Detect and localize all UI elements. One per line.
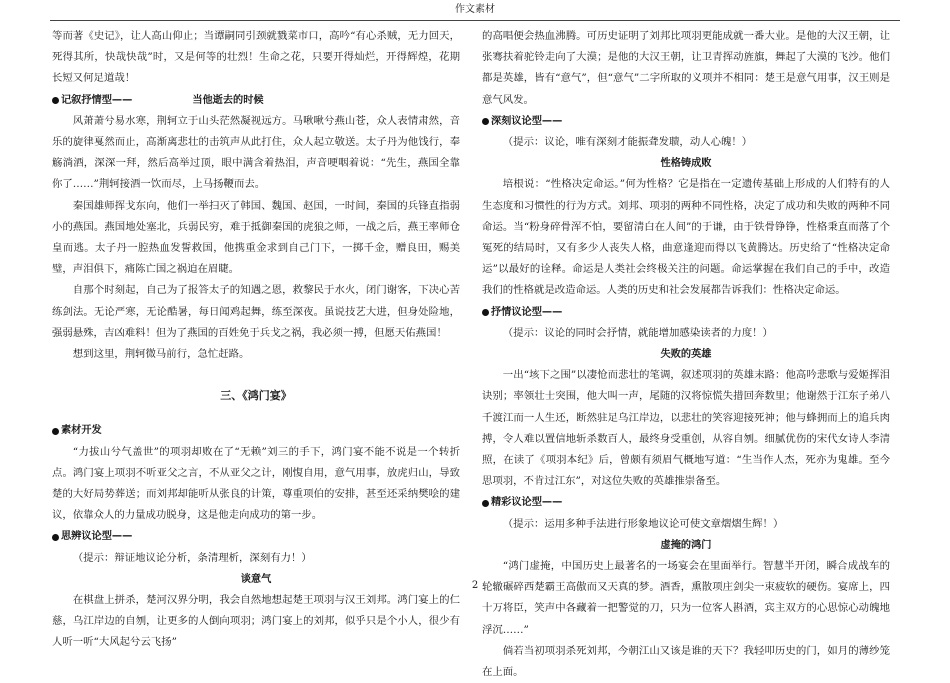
header-divider — [50, 20, 900, 21]
body-paragraph: “力拔山兮气盖世”的项羽却败在了“无赖”刘三的手下，鸿门宴不能不说是一个转折点。鸿门宴上项羽不听亚父之言，不从亚父之计，刚愎自用，意气用事，放虎归山，导致楚的大好局势葬送；而刘邦却能听从张良的计策，尊重项伯的安排，甚至还采纳樊哙的建议，依靠众人的力量成功脱身，这是他走向成功的第一步。 — [52, 445, 460, 522]
page-header: 作文素材 — [455, 4, 495, 15]
section-label: 深刻议论型—— — [491, 115, 563, 127]
body-paragraph: 一出“垓下之围”以凄怆而悲壮的笔调，叙述项羽的英雄末路：他高吟悲歌与爱姬挥泪诀别；率领壮士突围，他大叫一声，尾随的汉将惊慌失措回奔数里；他谢然于江东子弟八千渡江而一人生还，断然驻足乌江岸边，以悲壮的笑容迎接死神；他与蜂拥而上的追兵肉搏，令人难以置信地斩杀数百人，最终身受重创，从容自刎。细腻优伤的宋代女诗人李清照，在读了《项羽本纪》后，曾颇有须眉气概地写道：“生当作人杰，死亦为鬼雄。至今思项羽，不肯过江东”，对这位失败的英雄推崇备至。 — [482, 369, 890, 488]
hint-text: （提示：议论的同时会抒情，就能增加感染读者的力度！） — [502, 326, 773, 339]
section-heading-brilliant — [482, 492, 890, 513]
bullet-icon — [52, 534, 59, 541]
hint-text: （提示：议论，唯有深刻才能振聋发聩，动人心魄！） — [502, 136, 753, 149]
hint-text: （提示：辩证地议论分析，条清理析，深刻有力！） — [72, 551, 312, 564]
essay-title: 当他逝去的时候 — [192, 94, 264, 106]
essay-title: 失败的英雄 — [660, 349, 712, 361]
body-paragraph: 秦国雄师挥戈东向，他们一举扫灭了韩国、魏国、赵国，一时间，秦国的兵锋直指弱小的燕国。燕国地处塞北，兵弱民穷，难于抵御秦国的虎狼之师，一战之后，燕王率师仓皇而逃。太子丹一腔热血发誓救国，他携重金求到自己门下，一掷千金，赠良田，赐美璧，声泪俱下，痛陈亡国之祸迫在眉睫。 — [52, 199, 460, 276]
continued-paragraph: 的高唱便会热血沸腾。可历史证明了刘邦比项羽更能成就一番大业。是他的大汉王朝，让张骞扶着驼铃走向了大漠；是他的大汉王朝，让卫青挥动旌旗，舞起了大漠的飞沙。他们都是英雄，皆有“意气”，但“意气”二字所取的义项并不相同：楚王是意气用事，汉王则是意气风发。 — [482, 30, 890, 106]
body-paragraph: “鸿门虚掩，中国历史上最著名的一场宴会在里面举行。智慧半开闭，瞬合成战车的轮辙碾碎西楚霸王高傲而又天真的梦。酒香，熏散项庄剑尖一束疲软的硬伤。宴席上，四十万将臣，笑声中各藏着一把警觉的刀，只为一位客人斟酒，宾主双方的心思惊心动魄地浮沉……” — [482, 560, 890, 636]
bullet-icon — [482, 500, 489, 507]
section-label: 素材开发 — [61, 425, 102, 437]
bullet-icon — [52, 428, 59, 435]
section-label: 精彩议论型—— — [491, 497, 563, 509]
section-label: 抒情议论型—— — [491, 306, 563, 318]
hint-text: （提示：运用多种手法进行形象地议论可使文章熠熠生辉！） — [502, 517, 784, 530]
section-heading-lyrical — [482, 302, 890, 323]
essay-title: 虚掩的鸿门 — [660, 539, 712, 551]
essay-title: 谈意气 — [240, 573, 272, 585]
section-label: 思辨议论型—— — [61, 531, 133, 543]
body-paragraph: 想到这里，荆轲微马前行，急忙赶路。 — [72, 348, 250, 361]
section-heading-dialectic — [52, 526, 460, 547]
section-heading-narrative — [52, 90, 460, 111]
section-heading-material — [52, 420, 460, 441]
bullet-icon — [52, 97, 59, 104]
body-paragraph: 倘若当初项羽杀死刘邦，今朝江山又该是谁的天下？我轻叩历史的门，如月的薄纱笼在上面。 — [482, 644, 890, 679]
page-number: 2 — [471, 580, 479, 591]
intro-paragraph: 等而著《史记》，让人高山仰止；当谭嗣同引颈就戮菜市口，高吟“有心杀贼，无力回天，死得其所，快哉快哉”时，又是何等的壮烈！生命之花，只要开得灿烂，开得辉煌，花期长短又何足道哉！ — [52, 30, 460, 85]
bullet-icon — [482, 118, 489, 125]
left-column — [52, 26, 460, 654]
chapter-title: 三、《鸿门宴》 — [220, 389, 292, 403]
body-paragraph: 风萧萧兮易水寒，荆轲立于山头茫然凝视远方。马啾啾兮燕山苍，众人表情肃然，音乐的旋律戛然而止，高渐离悲壮的击筑声从此打住，众人起立敬送。太子丹为他饯行，奉觞淌酒，深深一拜，然后高举过顶，眼中满含着热泪，声音哽咽着说：“先生，燕国全靠你了……”荆轲接酒一饮而尽，上马扬鞭而去。 — [52, 114, 460, 191]
body-paragraph: 自那个时刻起，自己为了报答太子的知遇之恩，救黎民于水火，闭门谢客，下决心苦练剑法。无论严寒，无论酷暑，每日闻鸡起舞，练至深夜。虽说技艺大进，但身处险地，强弱悬殊，吉凶难料！但为了燕国的百姓免于兵戈之祸，我必须一搏，但愿天佑燕国！ — [52, 284, 460, 339]
section-heading-deep — [482, 111, 890, 132]
section-label: 记叙抒情型—— — [61, 94, 133, 106]
bullet-icon — [482, 309, 489, 316]
body-paragraph: 在棋盘上拼杀，楚河汉界分明，我会自然地想起楚王项羽与汉王刘邦。鸿门宴上的仁慈，乌江岸边的自刎，让更多的人倒向项羽；鸿门宴上的刘邦，似乎只是个小人，很少有人听一听“大风起兮云飞扬” — [52, 594, 460, 649]
body-paragraph: 培根说：“性格决定命运。”何为性格？它是指在一定遗传基础上形成的人们特有的人生态度和习惯性的行为方式。刘邦、项羽的两种不同性格，决定了成功和失败的两种不同命运。当“粉身碎骨浑不怕，要留清白在人间”的于谦，由于铁骨铮铮，性格秉直而落了个冤死的结局时，又有多少人丧失人格，曲意逢迎而得以飞黄腾达。历史给了“性格决定命运”以最好的诠释。命运是人类社会终极关注的问题。命运掌握在我们自己的手中，改造我们的性格就是改造命运。人类的历史和社会发展都告诉我们：性格决定命运。 — [482, 178, 890, 297]
essay-title: 性格铸成败 — [660, 158, 712, 170]
